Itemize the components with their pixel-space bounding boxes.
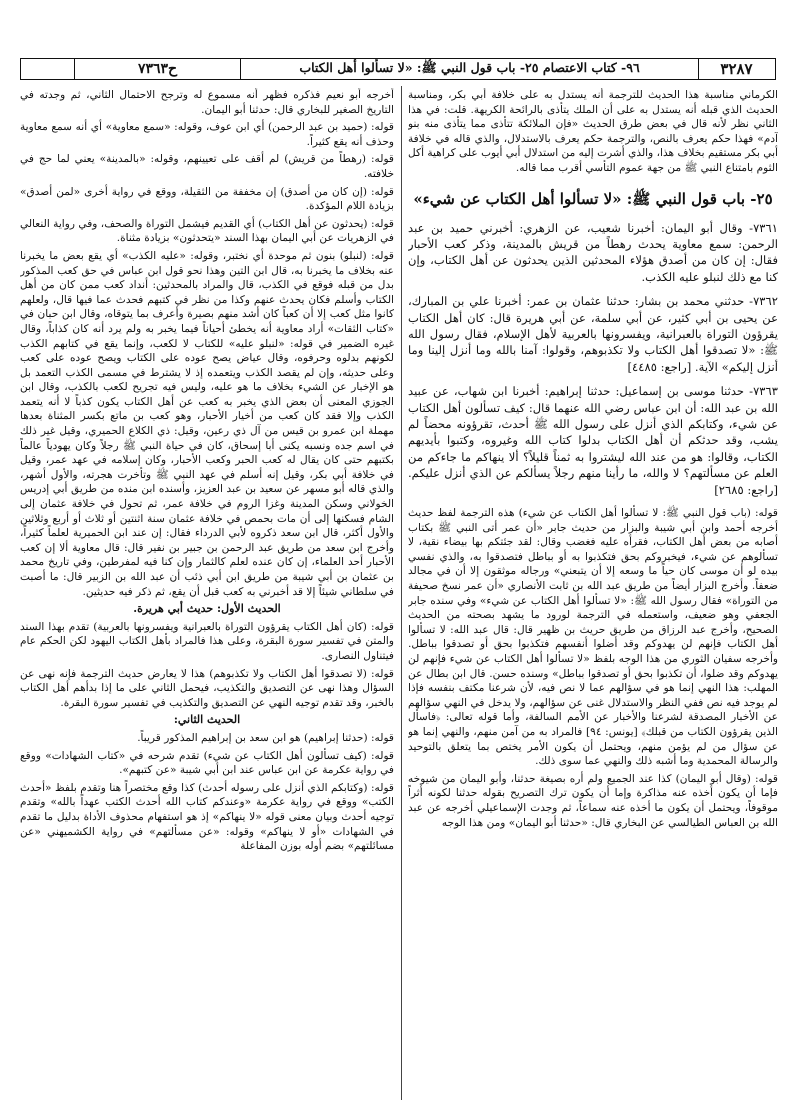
left-column — [20, 88, 394, 1098]
column-divider — [401, 86, 402, 1100]
commentary-paragraph: قوله: (رهطاً من قريش) لم أقف على تعيينهم، وقوله: «بالمدينة» يعني لما حج في خلافته. — [20, 153, 394, 180]
chapter-title: ٢٥- باب قول النبي ﷺ: «لا تسألوا أهل الكتاب عن شيء» — [413, 189, 773, 208]
hadith-7363: ٧٣٦٣- حدثنا موسى بن إسماعيل: حدثنا إبراهيم: أخبرنا ابن شهاب، عن عبيد الله بن عبد الله: أن ابن عباس رضي الله عنهما قال: كيف تسألون أهل الكتاب عن شيء، وكتابكم الذي أنزل على رسول الله ﷺ أحدث، تقرؤونه محضاً لم يشب، وقد حدثكم أن أهل الكتاب بدلوا كتاب الله وغيروه، وكتبوا بأيديهم الكتاب، وقالوا: هو من عند الله ليشتروا به ثمناً قليلاً؟ ألا ينهاكم ما جاءكم من العلم عن مسألتهم؟ لا والله، ما رأينا منهم رجلاً يسألكم عن الذي أنزل عليكم. [راجع: ٢٦٨٥] — [408, 384, 778, 497]
commentary-paragraph: قوله: (إن كان من أصدق) إن مخففة من الثقيلة، ووقع في رواية أخرى «لمن أصدق» بزيادة اللام المؤكدة. — [20, 185, 394, 213]
commentary-paragraph: قوله: (وقال أبو اليمان) كذا عند الجميع ولم أره بصيغة حدثنا، وأبو اليمان من شيوخه فإما أن يكون أخذه عنه مذاكرة وإما أن يكون ترك التصريح بقوله حدثنا لكونه أثراً موقوفاً، ويحتمل أن يكون ما أخذه عنه سماعاً، ثم وجدت الإسماعيلي أخرجه عن عبد الله بن العباس الطيالسي عن البخاري قال: «حدثنا أبو اليمان» ومن هذا الوجه — [408, 772, 778, 829]
section-heading: الحديث الثاني: — [173, 713, 241, 727]
commentary-paragraph: قوله: (كان أهل الكتاب يقرؤون التوراة بالعبرانية ويفسرونها بالعربية) تقدم بهذا السند والمتن في تفسير سورة البقرة، وعلى هذا فالمراد بأهل الكتاب اليهود لكن الحكم عام فيتناول النصارى. — [20, 620, 394, 662]
page-number: ٣٢٨٧ — [720, 60, 753, 78]
commentary-paragraph: قوله: (حميد بن عبد الرحمن) أي ابن عوف، وقوله: «سمع معاوية» أي أنه سمع معاوية وحذف أنه يقع كثيراً. — [20, 121, 394, 148]
commentary-paragraph: قوله: (كيف تسألون أهل الكتاب عن شيء) تقدم شرحه في «كتاب الشهادات» ووقع في رواية عكرمة عن ابن عباس عند ابن أبي شيبة «عن كتبهم». — [20, 749, 394, 777]
intro-paragraph: الكرماني مناسبة هذا الحديث للترجمة أنه يستدل به على خلافة أبي بكر، ومناسبة الحديث الذي قبله أنه يستدل به على أن الملك يتأذى بالرائحة الكريهة. قلت: في هذا الثاني نظر لأنه قال في بعض طرق الحديث «فإن الملائكة تتأذى مما يتأذى منه بنو آدم» فهذا حكم يعرف بالنص، والترجمة حكم يعرف بالاستدلال، والذي قاله في خلافة أبي بكر مستقيم بخلاف هذا، والذي أشرت إليه من استدلال أبي أيوب على كراهية أكل الثوم بامتناع النبي ﷺ من جهة عموم التأسي أقرب مما قاله. — [408, 89, 778, 174]
right-column — [408, 88, 778, 1098]
commentary-paragraph: أخرجه أبو نعيم فذكره فظهر أنه مسموع له وترجح الاحتمال الثاني، ثم وجدته في التاريخ الصغير للبخاري قال: حدثنا أبو اليمان. — [20, 89, 394, 116]
running-title: ٩٦- كتاب الاعتصام ٢٥- باب قول النبي ﷺ: «لا تسألوا أهل الكتاب — [241, 59, 699, 79]
commentary-paragraph: قوله: (يحدثون عن أهل الكتاب) أي القديم فيشمل التوراة والصحف، وفي رواية النعالي في الزهريات عن أبي اليمان بهذا السند «يتحدثون» بزيادة مثناة. — [20, 217, 394, 245]
commentary-paragraph: قوله: (وكتابكم الذي أنزل على رسوله أحدث) كذا وقع مختصراً هنا وتقدم بلفظ «أحدث الكتب» ووقع في رواية عكرمة «وعندكم كتاب الله أحدث الكتب عهداً بالله» وتقدم توجيه أحدث وبيان معنى قوله «لا ينهاكم» إذ هو استفهام محذوف الأداة بدليل ما تقدم في الشهادات «أو لا ينهاكم» وقوله: «عن مسألتهم» في رواية الكشميهني «عن مسائلتهم» بضم أوله بوزن المفاعلة — [20, 781, 394, 853]
commentary-paragraph: قوله: (باب قول النبي ﷺ: لا تسألوا أهل الكتاب عن شيء) هذه الترجمة لفظ حديث أخرجه أحمد وابن أبي شيبة والبزار من حديث جابر «أن عمر أتى النبي ﷺ بكتاب أصابه من بعض أهل الكتاب، فقرأه عليه فغضب وقال: لقد جئتكم بها بيضاء نقية، لا تسألوهم عن شيء، فيخبروكم بحق فتكذبوا به أو بباطل فتصدقوا به، والذي نفسي بيده لو أن موسى كان حياً ما وسعه إلا أن يتبعني» ورجاله موثقون إلا أن في مجالد ضعفاً. وأخرج البزار أيضاً من طريق عبد الله بن ثابت الأنصاري «أن عمر نسخ صحيفة من التوراة» فقال رسول الله ﷺ: «لا تسألوا أهل الكتاب عن شيء» وفي سنده جابر الجعفي وهو ضعيف، واستعمله في الترجمة لورود ما يشهد بصحته من الحديث الصحيح، وأخرج عبد الرزاق من طريق حريث بن ظهير قال: قال عبد الله: لا تسألوا أهل الكتاب فإنهم لن يهدوكم وقد أضلوا أنفسهم فتكذبوا بحق أو تصدقوا بباطل. وأخرجه سفيان الثوري من هذا الوجه بلفظ «لا تسألوا أهل الكتاب عن شيء فإنهم لن يهدوكم وقد ضلوا، أن تكذبوا بحق أو تصدقوا بباطل» وسنده حسن. قال ابن بطال عن المهلب: هذا النهي إنما هو في سؤالهم عما لا نص فيه، لأن شرعنا مكتف بنفسه فإذا لم يوجد فيه نص ففي النظر والاستدلال غنى عن سؤالهم، ولا يدخل في النهي سؤالهم عن الأخبار المصدقة لشرعنا والأخبار عن الأمم السالفة، وأما قوله تعالى: ﴿فاسأل الذين يقرؤون الكتاب من قبلك﴾ [يونس: ٩٤] فالمراد به من آمن منهم، والنهي إنما هو عن سؤال من لم يؤمن منهم، ويحتمل أن يكون الأمر يختص بما يتعلق بالتوحيد والرسالة المحمدية وما أشبه ذلك والنهي عما سوى ذلك. — [408, 507, 778, 768]
commentary-paragraph: قوله: (حدثنا إبراهيم) هو ابن سعد بن إبراهيم المذكور قريباً. — [137, 731, 394, 744]
hadith-7361: ٧٣٦١- وقال أبو اليمان: أخبرنا شعيب، عن الزهري: أخبرني حميد بن عبد الرحمن: سمع معاوية يحدث رهطاً من قريش بالمدينة، وذكر كعب الأحبار فقال: إن كان من أصدق هؤلاء المحدثين الذين يحدثون عن أهل الكتاب، وإن كنا مع ذلك لنبلو عليه الكذب. — [408, 220, 778, 284]
running-header — [20, 58, 776, 80]
hadith-range: ح٧٣٦٣ — [75, 59, 241, 79]
hadith-7362: ٧٣٦٢- حدثني محمد بن بشار: حدثنا عثمان بن عمر: أخبرنا علي بن المبارك، عن يحيى بن أبي كثير، عن أبي سلمة، عن أبي هريرة قال: كان أهل الكتاب يقرؤون التوراة بالعبرانية، ويفسرونها بالعربية لأهل الإسلام، فقال رسول الله ﷺ: «لا تصدقوا أهل الكتاب ولا تكذبوهم، وقولوا: آمنا بالله وما أنزل إلينا وما أنزل إليكم» الآية. [راجع: ٤٤٨٥] — [408, 294, 778, 374]
section-heading: الحديث الأول: حديث أبي هريرة. — [133, 602, 281, 616]
commentary-paragraph: قوله: (لا تصدقوا أهل الكتاب ولا تكذبوهم) هذا لا يعارض حديث الترجمة فإنه نهى عن السؤال وهذا نهى عن التصديق والتكذيب، فيحمل الثاني على ما إذا بدأهم أهل الكتاب بالخبر، وقد تقدم توجيه النهي عن التصديق والتكذيب في تفسير سورة البقرة. — [20, 667, 394, 709]
commentary-paragraph: قوله: (لنبلو) بنون ثم موحدة أي نختبر، وقوله: «عليه الكذب» أي يقع بعض ما يخبرنا عنه بخلاف ما يخبرنا به، قال ابن التين وهذا نحو قول ابن عباس في حق كعب المذكور بدل من قبله فوقع في الكذب، قال والمراد بالمحدثين: أنداد كعب ممن كان من أهل الكتاب وأسلم فكان يحدث عنهم وكذا من نظر في كتبهم فحدث عما فيها قال، ولعلهم كانوا مثل كعب إلا أن كعباً كان أشد منهم بصيرة وأعرف بما يتوقاه، وقال ابن حبان في «كتاب الثقات» أراد معاوية أنه يخطئ أحياناً فيما يخبر به ولم يرد أنه كان كذاباً، وقال غيره الضمير في قوله: «لنبلو عليه» للكتاب لا لكعب، وإنما يقع في كتابهم الكذب لكونهم بدلوه وحرفوه، وقال عياض يصح عوده على الكتاب ويصح عوده على كعب وعلى حديثه، وإن لم يقصد الكذب ويتعمده إذ لا يشترط في مسمى الكذب التعمد بل هو الإخبار عن الشيء بخلاف ما هو عليه، وليس فيه تجريح لكعب بالكذب، وقال ابن الجوزي المعنى أن بعض الذي يخبر به كعب عن أهل الكتاب يكون كذباً لا أنه يتعمد الكذب وإلا فقد كان كعب من أخيار الأحبار، وهو كعب بن ماتع بكسر المثناة بعدها مهملة ابن عمرو بن قيس من آل ذي رعين، وقيل: ذي الكلاع الحميري، وقيل غير ذلك في اسم جده ونسبه يكنى أبا إسحاق، كان في حياة النبي ﷺ رجلاً وكان يهودياً عالماً بكتبهم حتى كان يقال له كعب الحبر وكعب الأحبار، وكان إسلامه في عهد عمر، وقيل في خلافة أبي بكر، وقيل إنه أسلم في عهد النبي ﷺ وتأخرت هجرته، والأول أشهر، والذي قاله أبو مسهر عن سعيد بن عبد العزيز، وأسنده ابن منده من طريق أبي إدريس الخولاني وسكن المدينة وغزا الروم في خلافة عمر، ثم تحول في خلافة عثمان إلى الشام فسكنها إلى أن مات بحمص في خلافة عثمان سنة اثنتين أو ثلاث أو أربع وثلاثين والأول أكثر، قال ابن سعد ذكروه لأبي الدرداء فقال: إن عند ابن الحميرية لعلماً كثيراً، وأخرج ابن سعد من طريق عبد الرحمن بن جبير بن نفير قال: قال معاوية ألا إن كعب الأحبار أحد العلماء، إن كان عنده لعلم كالثمار وإن كنا فيه لمفرطين، وفي تاريخ محمد بن عثمان بن أبي شيبة من طريق ابن أبي ذئب أن عبد الله بن الزبير قال: ما أصبت في سلطاني شيئاً إلا قد أخبرني به كعب قبل أن يقع، ثم ذكر فيه حديثين. — [20, 249, 394, 598]
header-blank-cell — [21, 59, 75, 79]
